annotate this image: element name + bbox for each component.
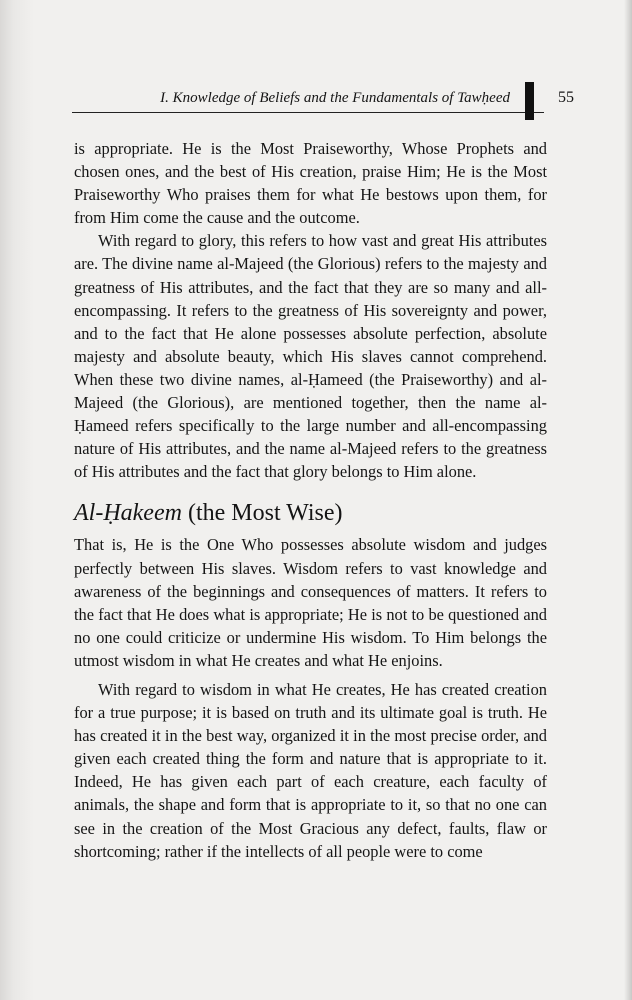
page-edge-shadow <box>624 0 632 1000</box>
paragraph-wisdom-definition: That is, He is the One Who possesses absolute wisdom and judges perfectly between His slaves. Wisdom refers to vast knowledge and awareness of the beginnings and consequences of matters. It refers to the fact that He does what is appropriate; He is not to be questioned and no one could criticize or undermine His wisdom. To Him belongs the utmost wisdom in what He creates and what He enjoins. <box>74 535 547 670</box>
running-head: I. Knowledge of Beliefs and the Fundamentals of Tawḥeed <box>160 90 510 106</box>
page-header <box>72 86 574 113</box>
paragraph-glory: With regard to glory, this refers to how vast and great His attributes are. The divine name al-Majeed (the Glorious) refers to the majesty and greatness of His attributes, and the fact that they are so many and all-encompassing. It refers to the greatness of His sovereignty and power, and to the fact that He alone possesses absolute perfection, absolute majesty and absolute beauty, which His slaves cannot comprehend. When these two divine names, al-Ḥameed (the Praiseworthy) and al-Majeed (the Glorious), are mentioned together, then the name al-Ḥameed refers specifically to the large number and all-encompassing nature of His attributes, and the name al-Majeed refers to the greatness of His attributes and the fact that glory belongs to Him alone. <box>74 231 547 482</box>
header-bar-ornament <box>525 82 534 120</box>
section-heading-name: Al-Ḥakeem <box>74 500 182 527</box>
paragraph-continuation: is appropriate. He is the Most Praiseworthy, Whose Prophets and chosen ones, and the best of His creation, praise Him; He is the Most Praiseworthy Who praises them for what He bestows upon them, for from Him come the cause and the outcome. <box>74 139 547 228</box>
page-number: 55 <box>558 89 574 106</box>
section-heading <box>74 497 547 529</box>
page-gutter-shadow <box>0 0 34 1000</box>
paragraph-wisdom-creation: With regard to wisdom in what He creates, He has created creation for a true purpose; it is based on truth and its ultimate goal is truth. He has created it in the best way, organized it in the most precise order, and given each created thing the form and nature that is appropriate to it. Indeed, He has given each part of each creature, each faculty of animals, the shape and form that is appropriate to it, so that no one can see in the creation of the Most Gracious any defect, faults, flaw or shortcoming; rather if the intellects of all people were to come <box>74 679 547 861</box>
section-heading-meaning: (the Most Wise) <box>181 500 343 527</box>
page-body <box>74 137 547 863</box>
